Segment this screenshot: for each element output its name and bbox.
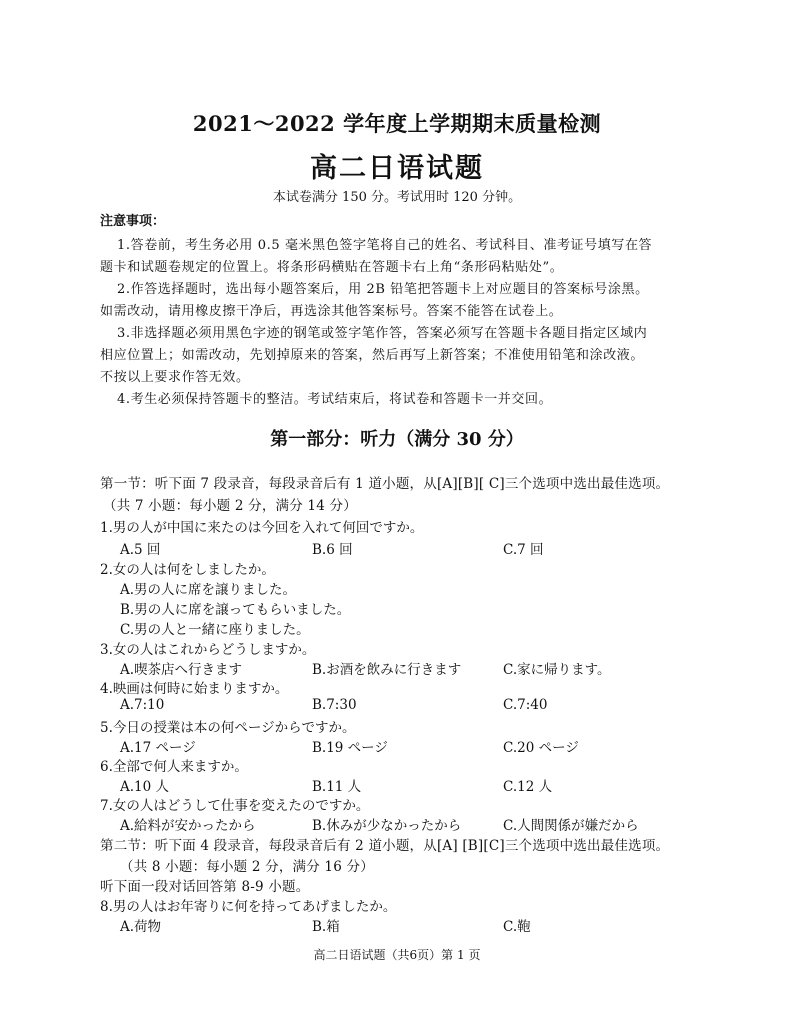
notice-line: 不按以上要求作答无效。 [100, 370, 250, 385]
question-3: 3.女の人はこれからどうしますか。 [100, 642, 316, 658]
part1-title: 第一部分：听力（满分 30 分） [270, 429, 524, 450]
question-1: 1.男の人が中国に来たのは今回を入れて何回ですか。 [100, 520, 424, 536]
question-4: 4.映画は何時に始まりますか。 [100, 681, 289, 697]
notice-line: 1.答卷前，考生务必用 0.5 毫米黑色签字笔将自己的姓名、考试科目、准考证号填写在答 [117, 238, 653, 253]
option-c: C.男の人と一緒に座りました。 [120, 622, 310, 638]
option-a: A.男の人に席を譲りました。 [120, 582, 297, 598]
notice-heading: 注意事项： [100, 214, 166, 229]
notice-line: 如需改动，请用橡皮擦干净后，再选涂其他答案标号。答案不能答在试卷上。 [100, 304, 563, 319]
notice-line: 相应位置上；如需改动，先划掉原来的答案，然后再写上新答案；不准使用铅笔和涂改液。 [100, 348, 645, 363]
section1-instruction: 第一节：听下面 7 段录音，每段录音后有 1 道小题，从[A][B][ C]三个选项中选出最佳选项。 [100, 476, 670, 492]
option-a: A.給料が安かったから [120, 818, 256, 834]
option-c: C.鞄 [503, 919, 531, 935]
option-a: A.荷物 [120, 919, 162, 935]
notice-line: 2.作答选择题时，选出每小题答案后，用 2B 铅笔把答题卡上对应题目的答案标号涂黑。 [117, 282, 649, 297]
option-a: A.5 回 [120, 542, 161, 558]
option-c: C.7 回 [503, 542, 544, 558]
option-c: C.12 人 [503, 779, 553, 795]
section2-note: （共 8 小题：每小题 2 分，满分 16 分） [120, 859, 374, 875]
option-a: A.10 人 [120, 779, 170, 795]
option-b: B.お酒を飲みに行きます [312, 662, 462, 678]
option-a: A.7:10 [120, 697, 165, 713]
option-b: B.11 人 [312, 779, 362, 795]
option-c: C.人間関係が嫌だから [503, 818, 639, 834]
option-a: A.喫茶店へ行きます [120, 662, 243, 678]
question-8: 8.男の人はお年寄りに何を持ってあげましたか。 [100, 899, 397, 915]
option-b: B.箱 [312, 919, 340, 935]
option-b: B.男の人に席を譲ってもらいました。 [120, 602, 351, 618]
notice-line: 题卡和试题卷规定的位置上。将条形码横贴在答题卡右上角“条形码粘贴处”。 [100, 260, 564, 275]
exam-subject: 高二日语试题 [310, 153, 484, 184]
section2-instruction: 第二节：听下面 4 段录音，每段录音后有 2 道小题，从[A] [B][C]三个选项中选出最佳选项。 [100, 838, 670, 854]
question-2: 2.女の人は何をしましたか。 [100, 562, 275, 578]
section2-sub: 听下面一段对话回答第 8-9 小题。 [100, 879, 310, 895]
option-c: C.家に帰ります。 [503, 662, 611, 678]
option-b: B.19 ページ [312, 740, 388, 756]
exam-title: 2021～2022 学年度上学期期末质量检测 [192, 111, 602, 136]
notice-line: 3.非选择题必须用黑色字迹的钢笔或签字笔作答，答案必须写在答题卡各题目指定区域内 [117, 326, 648, 341]
page-footer: 高二日语试题（共6页）第 1 页 [313, 948, 481, 962]
option-a: A.17 ページ [120, 740, 196, 756]
question-7: 7.女の人はどうして仕事を変えたのですか。 [100, 798, 370, 814]
option-c: C.20 ページ [503, 740, 579, 756]
option-b: B.7:30 [312, 697, 357, 713]
option-b: B.6 回 [312, 542, 353, 558]
notice-line: 4.考生必须保持答题卡的整洁。考试结束后，将试卷和答题卡一并交回。 [117, 392, 553, 407]
question-6: 6.全部で何人来ますか。 [100, 759, 248, 775]
option-b: B.休みが少なかったから [312, 818, 462, 834]
question-5: 5.今日の授業は本の何ページからですか。 [100, 720, 356, 736]
section1-note: （共 7 小题：每小题 2 分，满分 14 分） [103, 498, 357, 514]
exam-info: 本试卷满分 150 分。考试用时 120 分钟。 [272, 190, 522, 205]
option-c: C.7:40 [503, 697, 548, 713]
